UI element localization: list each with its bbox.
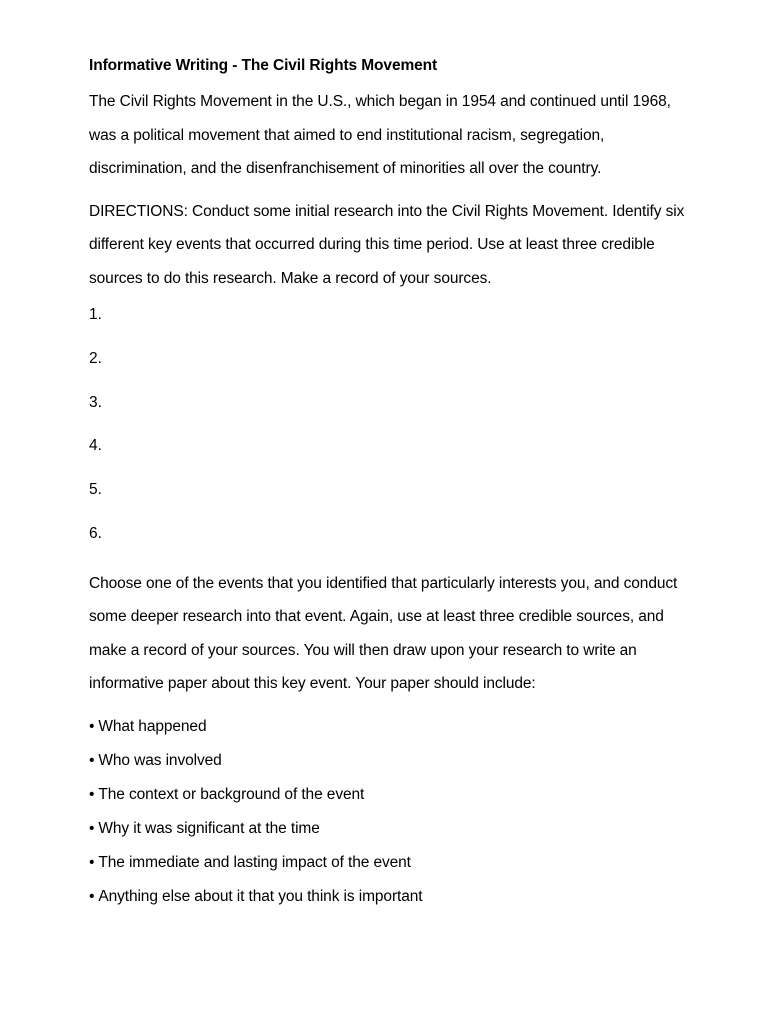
document-title: Informative Writing - The Civil Rights Movement — [89, 57, 438, 74]
directions-paragraph: DIRECTIONS: Conduct some initial research into the Civil Rights Movement. Identify six different key events that occurred during this time period. Use at least three credible sources to do this research. Make a record of your sources. — [89, 202, 685, 287]
choose-event-paragraph: Choose one of the events that you identified that particularly interests you, and conduct some deeper research into that event. Again, use at least three credible sources, and make a record of your sources. You will then draw upon your research to write an informative paper about this key event. Your paper should include: — [89, 574, 678, 693]
document-page — [89, 53, 689, 914]
bullet-text: The context or background of the event — [98, 785, 365, 803]
numbered-item-2: 2. — [89, 349, 102, 367]
bullet-item — [89, 778, 689, 812]
bullet-text: Who was involved — [98, 751, 222, 769]
bullet-item — [89, 846, 689, 880]
bullet-text: Why it was significant at the time — [98, 819, 320, 837]
numbered-item-3: 3. — [89, 393, 102, 411]
numbered-item-4: 4. — [89, 437, 102, 455]
bullet-icon: • — [89, 887, 95, 905]
bullet-icon: • — [89, 853, 95, 871]
bullet-item — [89, 710, 689, 744]
bullet-icon: • — [89, 751, 95, 769]
numbered-item-1: 1. — [89, 306, 102, 323]
bullet-item — [89, 812, 689, 846]
bullet-icon: • — [89, 717, 95, 735]
bullet-text: Anything else about it that you think is important — [98, 887, 423, 905]
bullet-item — [89, 880, 689, 914]
intro-paragraph: The Civil Rights Movement in the U.S., which began in 1954 and continued until 1968, was a political movement that aimed to end institutional racism, segregation, discrimination, and the disenfranchisement of minorities all over the country. — [89, 93, 671, 177]
bullet-text: What happened — [98, 717, 207, 735]
bullet-icon: • — [89, 785, 95, 803]
bullet-icon: • — [89, 819, 95, 837]
numbered-item-6: 6. — [89, 524, 102, 542]
bullet-text: The immediate and lasting impact of the event — [98, 853, 411, 871]
numbered-list — [89, 304, 689, 545]
requirements-bullet-list — [89, 710, 689, 914]
numbered-item-5: 5. — [89, 481, 102, 499]
bullet-item — [89, 744, 689, 778]
